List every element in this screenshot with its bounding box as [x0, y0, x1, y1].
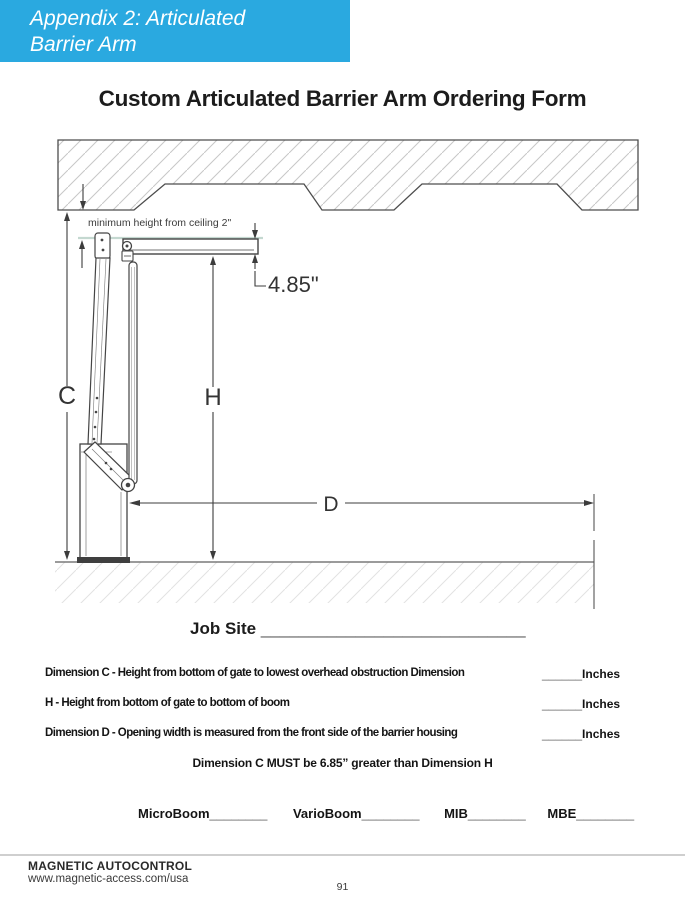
field-blank: ______ [542, 727, 583, 741]
strut-top-plate [95, 233, 110, 259]
boom-model-row [138, 806, 634, 821]
footer-url: www.magnetic-access.com/usa [28, 873, 189, 885]
field-label: Dimension C - Height from bottom of gate to lowest overhead obstruction Dimension [45, 667, 465, 679]
field-row-dimension-d [45, 727, 685, 743]
footer-company: MAGNETIC AUTOCONTROL [28, 859, 192, 873]
dimension-note: Dimension C MUST be 6.85” greater than Dimension H [192, 756, 493, 770]
vertical-rod [129, 262, 137, 484]
model-mbe: MBE________ [547, 806, 635, 821]
dimension-h-label: H [204, 384, 222, 411]
articulated-arm [77, 233, 258, 563]
footer-divider [0, 854, 685, 856]
page-number: 91 [336, 881, 349, 893]
job-site-row [190, 619, 526, 639]
housing-base [77, 557, 130, 563]
field-unit: Inches [582, 697, 621, 711]
page-title: Custom Articulated Barrier Arm Ordering Form [98, 86, 587, 111]
field-row-dimension-h [45, 697, 685, 713]
job-site-label: Job Site [190, 619, 257, 638]
field-blank: ______ [542, 667, 583, 681]
model-microboom: MicroBoom________ [138, 806, 268, 821]
field-row-dimension-c [45, 667, 685, 683]
field-unit: Inches [582, 667, 621, 681]
model-mib: MIB________ [444, 806, 526, 821]
banner-title-line2: Barrier Arm [30, 33, 137, 56]
boom-height-label: 4.85" [268, 272, 319, 297]
ground-hatch [55, 562, 594, 603]
dimension-c-label: C [57, 382, 77, 410]
model-varioboom: VarioBoom________ [292, 806, 420, 821]
dimension-d-label: D [323, 493, 339, 516]
field-blank: ______ [542, 697, 583, 711]
field-label: H - Height from bottom of gate to bottom of boom [45, 697, 290, 709]
min-height-label: minimum height from ceiling 2" [88, 217, 232, 229]
boom-bar [123, 239, 258, 254]
barrier-arm-diagram [0, 130, 685, 620]
header-banner [0, 0, 350, 62]
job-site-blank: ____________________________ [260, 619, 526, 638]
field-unit: Inches [582, 727, 621, 741]
ceiling-slab [58, 140, 638, 210]
field-label: Dimension D - Opening width is measured from the front side of the barrier housing [45, 727, 458, 739]
banner-title-line1: Appendix 2: Articulated [30, 7, 246, 30]
